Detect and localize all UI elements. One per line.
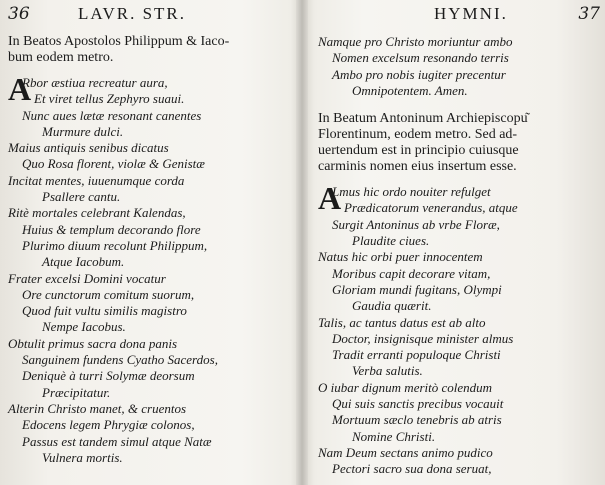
verse-line: Alterin Christo manet, & cruentos	[8, 400, 187, 416]
verse-line: Namque pro Christo moriuntur ambo	[318, 34, 513, 49]
verse-line: Passus est tandem simul atque Natæ	[22, 433, 212, 449]
left-running-head	[8, 4, 292, 30]
verse-line: Deniquè à turri Solymæ deorsum	[22, 368, 195, 384]
verse-line: Frater excelsi Domini vocatur	[8, 270, 166, 286]
left-heading-line: bum eodem metro.	[8, 50, 114, 65]
verse-line: Edocens legem Phrygiæ colonos,	[22, 417, 195, 433]
verse-line: Surgit Antoninus ab vrbe Floræ,	[332, 216, 500, 232]
verse-line: Ore cunctorum comitum suorum,	[22, 286, 195, 302]
verse-line: Nomen excelsum resonando terris	[332, 50, 509, 66]
verse-line: Nunc aues lætæ resonant canentes	[22, 107, 202, 123]
verse-line: Doctor, insignisque minister almus	[332, 330, 514, 346]
verse-line: Nam Deum sectans animo pudico	[318, 444, 493, 460]
verse-line: Ritè mortales celebrant Kalendas,	[8, 205, 186, 221]
verse-line: Nomine Christi.	[352, 428, 436, 444]
right-heading-line: uertendum est in principio cuiusque	[318, 143, 519, 159]
book-gutter	[296, 0, 308, 485]
right-hymn-heading	[318, 111, 600, 175]
left-hymn-heading	[8, 34, 292, 66]
verse-line: Gaudia quærit.	[352, 298, 432, 314]
verse-line: Talis, ac tantus datus est ab alto	[318, 314, 486, 330]
right-running-title: HYMNI.	[434, 4, 508, 23]
left-page	[0, 0, 302, 485]
verse-line: Murmure dulci.	[42, 123, 124, 139]
verse-line: Quo Rosa florent, violæ & Genistæ	[22, 156, 205, 172]
verse-line: Omnipotentem. Amen.	[352, 82, 468, 98]
right-hymn-body	[318, 180, 600, 477]
verse-line: Nempe Iacobus.	[42, 319, 126, 335]
left-hymn-body	[8, 71, 292, 466]
left-heading-line: In Beatos Apostolos Philippum & Iaco-	[8, 34, 230, 49]
verse-line: Huius & templum decorando flore	[22, 221, 201, 237]
verse-line: Obtulit primus sacra dona panis	[8, 335, 178, 351]
verse-line: Sanguinem fundens Cyatho Sacerdos,	[22, 352, 218, 368]
verse-line: Atque Iacobum.	[42, 254, 125, 270]
left-page-number: 36	[8, 4, 30, 24]
verse-line: O iubar dignum meritò colendum	[318, 379, 493, 395]
right-heading-line: Florentinum, eodem metro. Sed ad-	[318, 127, 518, 143]
right-drop-cap: A	[318, 180, 342, 217]
verse-line: Vulnera mortis.	[42, 449, 123, 465]
right-verse-list	[318, 180, 600, 477]
verse-line: Psallere cantu.	[42, 189, 121, 205]
verse-line: Lmus hic ordo nouiter refulget	[332, 184, 491, 200]
right-heading-line: carminis nomen eius insertum esse.	[318, 159, 517, 175]
verse-line: Mortuum sæclo tenebris ab atris	[332, 412, 502, 428]
right-top-verse-list	[318, 34, 600, 99]
left-verse-list	[8, 71, 292, 466]
right-running-head	[318, 4, 600, 30]
verse-line: Tradit erranti populoque Christi	[332, 347, 501, 363]
verse-line: Maius antiquis senibus dicatus	[8, 140, 169, 156]
verse-line: Et viret tellus Zephyro suaui.	[34, 91, 185, 107]
right-page	[302, 0, 604, 485]
verse-line: Gloriam mundi fugitans, Olympi	[332, 281, 502, 297]
verse-line: Ambo pro nobis iugiter precentur	[332, 66, 506, 82]
verse-line: Natus hic orbi puer innocentem	[318, 249, 483, 265]
verse-line: Qui suis sanctis precibus vocauit	[332, 396, 504, 412]
verse-line: Incitat mentes, iuuenumque corda	[8, 172, 185, 188]
verse-line: Verba salutis.	[352, 363, 423, 379]
right-page-number: 37	[578, 4, 600, 24]
verse-line: Plurimo diuum recolunt Philippum,	[22, 237, 208, 253]
verse-line: Prædicatorum venerandus, atque	[344, 200, 518, 216]
right-heading-line: In Beatum Antoninum Archiepiscopu͂	[318, 111, 528, 127]
verse-line: Moribus capit decorare vitam,	[332, 265, 491, 281]
verse-line: Quod fuit vultu similis magistro	[22, 303, 187, 319]
verse-line: Pectori sacro sua dona seruat,	[332, 461, 492, 477]
left-drop-cap: A	[8, 71, 32, 107]
verse-line: Plaudite ciues.	[352, 233, 430, 249]
verse-line: Præcipitatur.	[42, 384, 111, 400]
left-running-title: LAVR. STR.	[78, 4, 187, 23]
verse-line: Rbor æstiua recreatur aura,	[22, 75, 168, 90]
